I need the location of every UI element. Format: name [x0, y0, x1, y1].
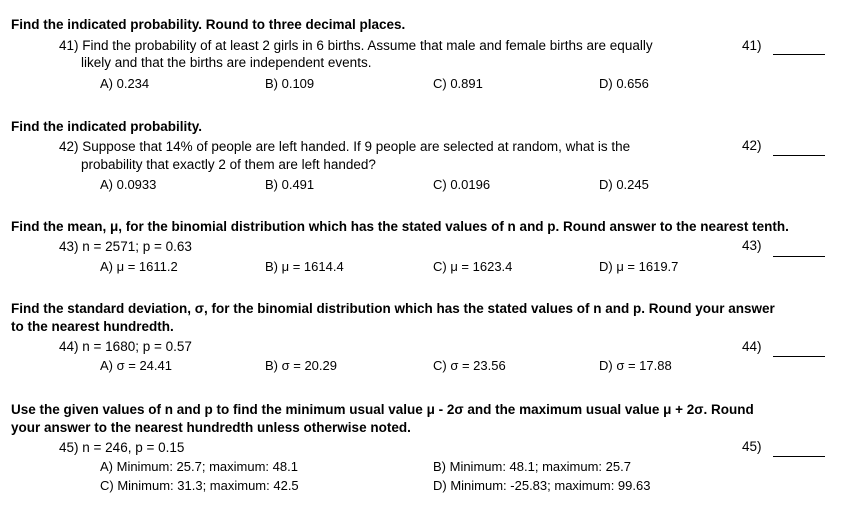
choice-42-c[interactable]: C) 0.0196 [433, 177, 491, 192]
question-number-43: 43) [59, 239, 79, 254]
answer-blank-42[interactable] [773, 155, 825, 156]
question-43-line1 [59, 238, 192, 255]
choice-43-c[interactable]: C) μ = 1623.4 [433, 259, 513, 274]
answer-blank-44[interactable] [773, 356, 825, 357]
question-number-41: 41) [59, 38, 79, 53]
choice-43-d[interactable]: D) μ = 1619.7 [599, 259, 679, 274]
answer-blank-41[interactable] [773, 54, 825, 55]
choice-41-d[interactable]: D) 0.656 [599, 76, 649, 91]
question-45-line1 [59, 439, 184, 456]
choice-41-b[interactable]: B) 0.109 [265, 76, 315, 91]
question-number-42: 42) [59, 139, 79, 154]
answer-label-43: 43) [742, 238, 762, 253]
question-number-45: 45) [59, 440, 79, 455]
answer-label-44: 44) [742, 339, 762, 354]
instruction-45-line2: your answer to the nearest hundredth unless otherwise noted. [11, 420, 411, 435]
choice-44-b[interactable]: B) σ = 20.29 [265, 358, 337, 373]
question-42-text: Suppose that 14% of people are left handed. If 9 people are selected at random, what is the [82, 139, 631, 154]
instruction-44-line2: to the nearest hundredth. [11, 319, 174, 334]
question-44-text: n = 1680; p = 0.57 [82, 339, 192, 354]
instruction-42: Find the indicated probability. [11, 119, 203, 134]
choice-44-d[interactable]: D) σ = 17.88 [599, 358, 672, 373]
instruction-41: Find the indicated probability. Round to three decimal places. [11, 17, 406, 32]
choice-42-a[interactable]: A) 0.0933 [100, 177, 157, 192]
choice-45-a[interactable]: A) Minimum: 25.7; maximum: 48.1 [100, 459, 298, 474]
answer-blank-45[interactable] [773, 456, 825, 457]
question-41-line1 [59, 37, 653, 54]
choice-43-a[interactable]: A) μ = 1611.2 [100, 259, 178, 274]
choice-45-d[interactable]: D) Minimum: -25.83; maximum: 99.63 [433, 478, 651, 493]
answer-blank-43[interactable] [773, 256, 825, 257]
question-41-line2: likely and that the births are independent events. [81, 55, 372, 70]
question-45-text: n = 246, p = 0.15 [82, 440, 185, 455]
question-41-text: Find the probability of at least 2 girls in 6 births. Assume that male and female births are equally [82, 38, 653, 53]
question-42-line2: probability that exactly 2 of them are left handed? [81, 157, 376, 172]
instruction-44-line1: Find the standard deviation, σ, for the binomial distribution which has the stated values of n and p. Round your answer [11, 301, 775, 316]
choice-44-c[interactable]: C) σ = 23.56 [433, 358, 506, 373]
answer-label-42: 42) [742, 138, 762, 153]
choice-45-c[interactable]: C) Minimum: 31.3; maximum: 42.5 [100, 478, 299, 493]
question-43-text: n = 2571; p = 0.63 [82, 239, 192, 254]
question-number-44: 44) [59, 339, 79, 354]
answer-label-41: 41) [742, 38, 762, 53]
question-44-line1 [59, 338, 192, 355]
choice-44-a[interactable]: A) σ = 24.41 [100, 358, 172, 373]
choice-41-a[interactable]: A) 0.234 [100, 76, 150, 91]
instruction-43: Find the mean, μ, for the binomial distribution which has the stated values of n and p. Round answer to the nearest tenth. [11, 219, 789, 234]
choice-43-b[interactable]: B) μ = 1614.4 [265, 259, 344, 274]
instruction-45-line1: Use the given values of n and p to find the minimum usual value μ - 2σ and the maximum usual value μ + 2σ. Round [11, 402, 754, 417]
answer-label-45: 45) [742, 439, 762, 454]
choice-45-b[interactable]: B) Minimum: 48.1; maximum: 25.7 [433, 459, 631, 474]
choice-42-d[interactable]: D) 0.245 [599, 177, 649, 192]
question-42-line1 [59, 138, 630, 155]
choice-41-c[interactable]: C) 0.891 [433, 76, 483, 91]
choice-42-b[interactable]: B) 0.491 [265, 177, 315, 192]
